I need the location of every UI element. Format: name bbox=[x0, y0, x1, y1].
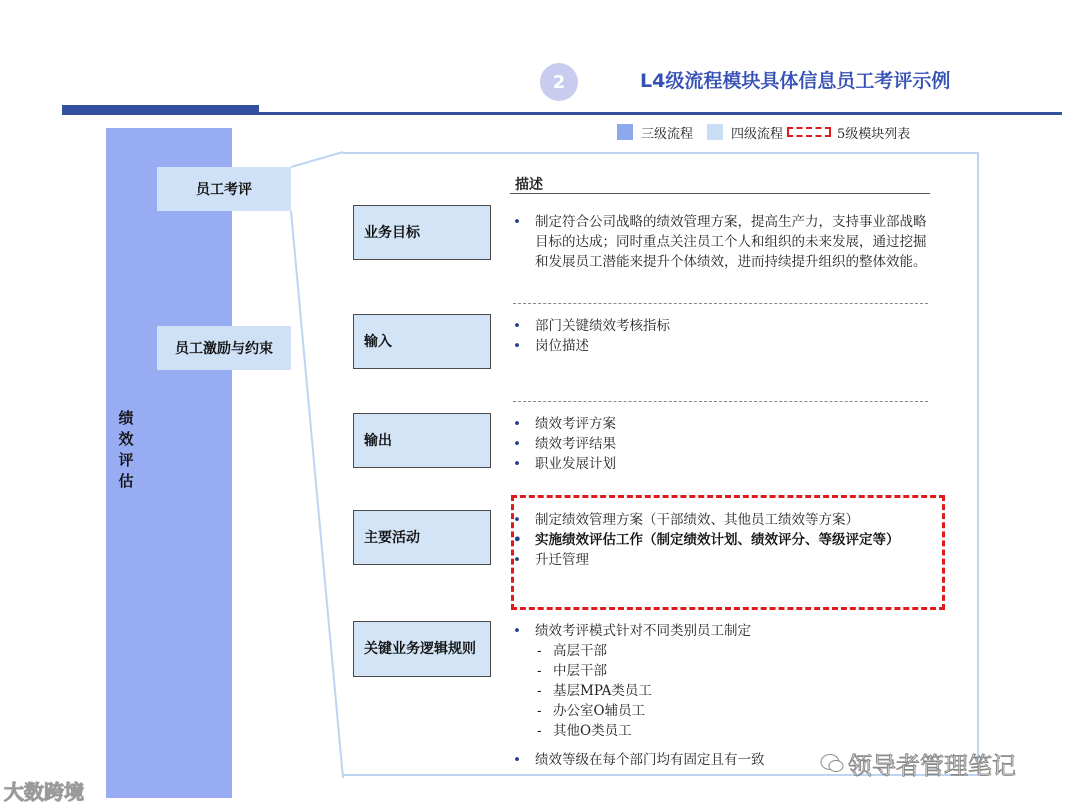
legend bbox=[617, 122, 910, 142]
header-rule-thick bbox=[62, 105, 259, 115]
list-item: • 部门关键绩效考核指标 bbox=[513, 316, 933, 336]
page-title: L4级流程模块具体信息员工考评示例 bbox=[640, 70, 951, 92]
row-content-business-goal bbox=[513, 212, 933, 272]
list-subitem: - 基层MPA类员工 bbox=[513, 681, 933, 701]
row-divider bbox=[513, 401, 928, 402]
list-item: • 制定绩效管理方案（干部绩效、其他员工绩效等方案） bbox=[513, 510, 933, 530]
legend-label-level5: 5级模块列表 bbox=[837, 126, 911, 142]
row-divider bbox=[513, 303, 928, 304]
row-label-business-rules: 关键业务逻辑规则 bbox=[353, 621, 491, 677]
row-label-input: 输入 bbox=[353, 314, 491, 369]
list-item: • 制定符合公司战略的绩效管理方案，提高生产力，支持事业部战略目标的达成；同时重点关注员工个人和组织的未来发展，通过挖掘和发展员工潜能来提升个体绩效，进而持续提升组织的整体效能。 bbox=[513, 212, 933, 272]
list-subitem: - 高层干部 bbox=[513, 641, 933, 661]
level5-module-highlight bbox=[511, 495, 945, 610]
header-rule-thin bbox=[259, 112, 1062, 115]
row-content-output bbox=[513, 414, 933, 474]
step-number-badge: 2 bbox=[540, 63, 578, 101]
legend-swatch-level5 bbox=[787, 127, 831, 137]
list-item: • 绩效考评模式针对不同类别员工制定 bbox=[513, 621, 933, 641]
legend-label-level4: 四级流程 bbox=[731, 126, 784, 142]
watermark-left: 大数跨境 bbox=[4, 780, 84, 804]
legend-swatch-level3 bbox=[617, 124, 633, 140]
list-item: • 升迁管理 bbox=[513, 550, 933, 570]
row-label-main-activities: 主要活动 bbox=[353, 510, 491, 565]
list-subitem: - 办公室O辅员工 bbox=[513, 701, 933, 721]
list-item: • 岗位描述 bbox=[513, 336, 933, 356]
level4-process-employee-review[interactable]: 员工考评 bbox=[157, 167, 291, 211]
level3-process-label: 绩效评估 bbox=[118, 409, 134, 490]
row-label-business-goal: 业务目标 bbox=[353, 205, 491, 260]
row-content-input bbox=[513, 316, 933, 356]
row-label-output: 输出 bbox=[353, 413, 491, 468]
legend-swatch-level4 bbox=[707, 124, 723, 140]
watermark-right-text: 领导者管理笔记 bbox=[848, 752, 1016, 780]
list-item: • 职业发展计划 bbox=[513, 454, 933, 474]
description-heading-rule bbox=[510, 193, 930, 194]
connector-bottom bbox=[291, 211, 343, 778]
list-item: • 绩效考评结果 bbox=[513, 434, 933, 454]
list-item: • 绩效考评方案 bbox=[513, 414, 933, 434]
description-heading: 描述 bbox=[515, 177, 543, 193]
list-subitem: - 其他O类员工 bbox=[513, 721, 933, 741]
watermark-right bbox=[820, 746, 1016, 781]
list-item: • 绩效等级在每个部门均有固定且有一致 bbox=[513, 750, 933, 770]
level4-process-incentive-constraint[interactable]: 员工激励与约束 bbox=[157, 326, 291, 370]
list-subitem: - 中层干部 bbox=[513, 661, 933, 681]
connector-top bbox=[291, 152, 343, 167]
list-item: • 实施绩效评估工作（制定绩效计划、绩效评分、等级评定等） bbox=[513, 530, 933, 550]
chat-icon bbox=[820, 752, 844, 780]
legend-label-level3: 三级流程 bbox=[641, 126, 694, 142]
